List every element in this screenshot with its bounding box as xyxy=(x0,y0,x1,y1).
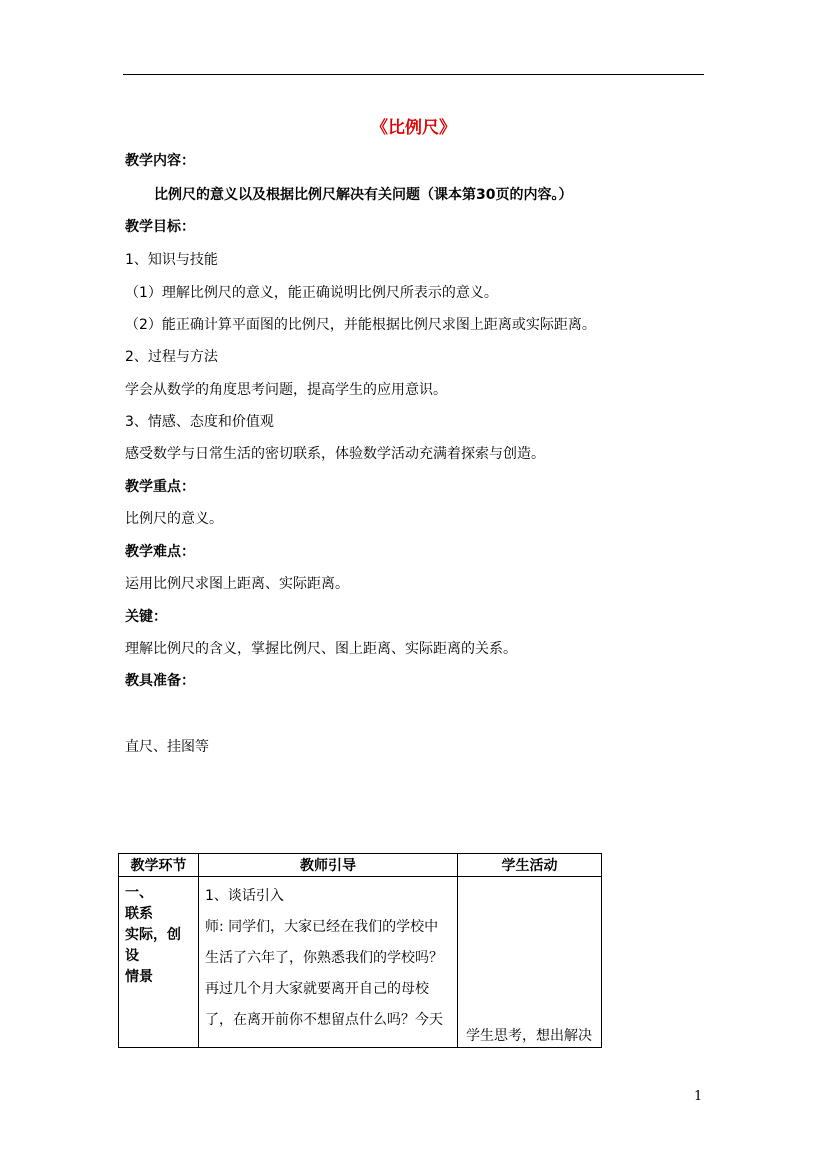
section-heading-key: 关键： xyxy=(125,609,167,625)
objective-2-heading: 2、过程与方法 xyxy=(125,349,218,365)
page-number: 1 xyxy=(694,1089,703,1104)
header-teacher-guidance: 教师引导 xyxy=(199,854,458,877)
objective-2-text: 学会从数学的角度思考问题，提高学生的应用意识。 xyxy=(125,382,447,398)
teacher-cell xyxy=(199,877,458,1048)
key-points-text: 比例尺的意义。 xyxy=(125,511,223,527)
key-text: 理解比例尺的含义，掌握比例尺、图上距离、实际距离的关系。 xyxy=(125,641,517,657)
student-activity-text: 学生思考，想出解决 xyxy=(466,1028,592,1044)
section-heading-key-points: 教学重点： xyxy=(125,479,195,495)
table-row xyxy=(119,877,602,1048)
section-heading-difficulties: 教学难点： xyxy=(125,544,195,560)
teaching-aids-text: 直尺、挂图等 xyxy=(125,739,209,755)
teacher-line: 了，在离开前你不想留点什么吗？今天 xyxy=(205,1012,443,1028)
stage-line: 情景 xyxy=(125,969,153,985)
section-heading-objectives: 教学目标： xyxy=(125,219,195,235)
stage-cell xyxy=(119,877,199,1048)
header-rule xyxy=(123,74,704,75)
teacher-line: 再过几个月大家就要离开自己的母校 xyxy=(205,981,429,997)
stage-line: 实际，创 xyxy=(125,927,181,943)
objective-3-text: 感受数学与日常生活的密切联系，体验数学活动充满着探索与创造。 xyxy=(125,446,545,462)
objective-3-heading: 3、情感、态度和价值观 xyxy=(125,414,274,430)
teacher-line: 生活了六年了，你熟悉我们的学校吗？ xyxy=(205,950,443,966)
stage-line: 一、 xyxy=(125,885,153,901)
teacher-line: 1、谈话引入 xyxy=(205,888,284,904)
table-header-row xyxy=(119,854,602,877)
content-text: 比例尺的意义以及根据比例尺解决有关问题（课本第30页的内容。） xyxy=(154,187,573,203)
objective-1-heading: 1、知识与技能 xyxy=(125,252,218,268)
stage-line: 设 xyxy=(125,948,139,964)
difficulties-text: 运用比例尺求图上距离、实际距离。 xyxy=(125,576,349,592)
document-title: 《比例尺》 xyxy=(371,118,456,138)
header-student-activity: 学生活动 xyxy=(458,854,602,877)
section-heading-content: 教学内容： xyxy=(125,153,195,169)
objective-1-item-2: （2）能正确计算平面图的比例尺，并能根据比例尺求图上距离或实际距离。 xyxy=(125,317,596,333)
header-stage: 教学环节 xyxy=(119,854,199,877)
objective-1-item-1: （1）理解比例尺的意义，能正确说明比例尺所表示的意义。 xyxy=(125,285,498,301)
teacher-line: 师: 同学们，大家已经在我们的学校中 xyxy=(205,919,439,935)
stage-line: 联系 xyxy=(125,906,153,922)
lesson-plan-table xyxy=(118,853,602,1048)
section-heading-teaching-aids: 教具准备： xyxy=(125,673,195,689)
student-cell xyxy=(458,877,602,1048)
